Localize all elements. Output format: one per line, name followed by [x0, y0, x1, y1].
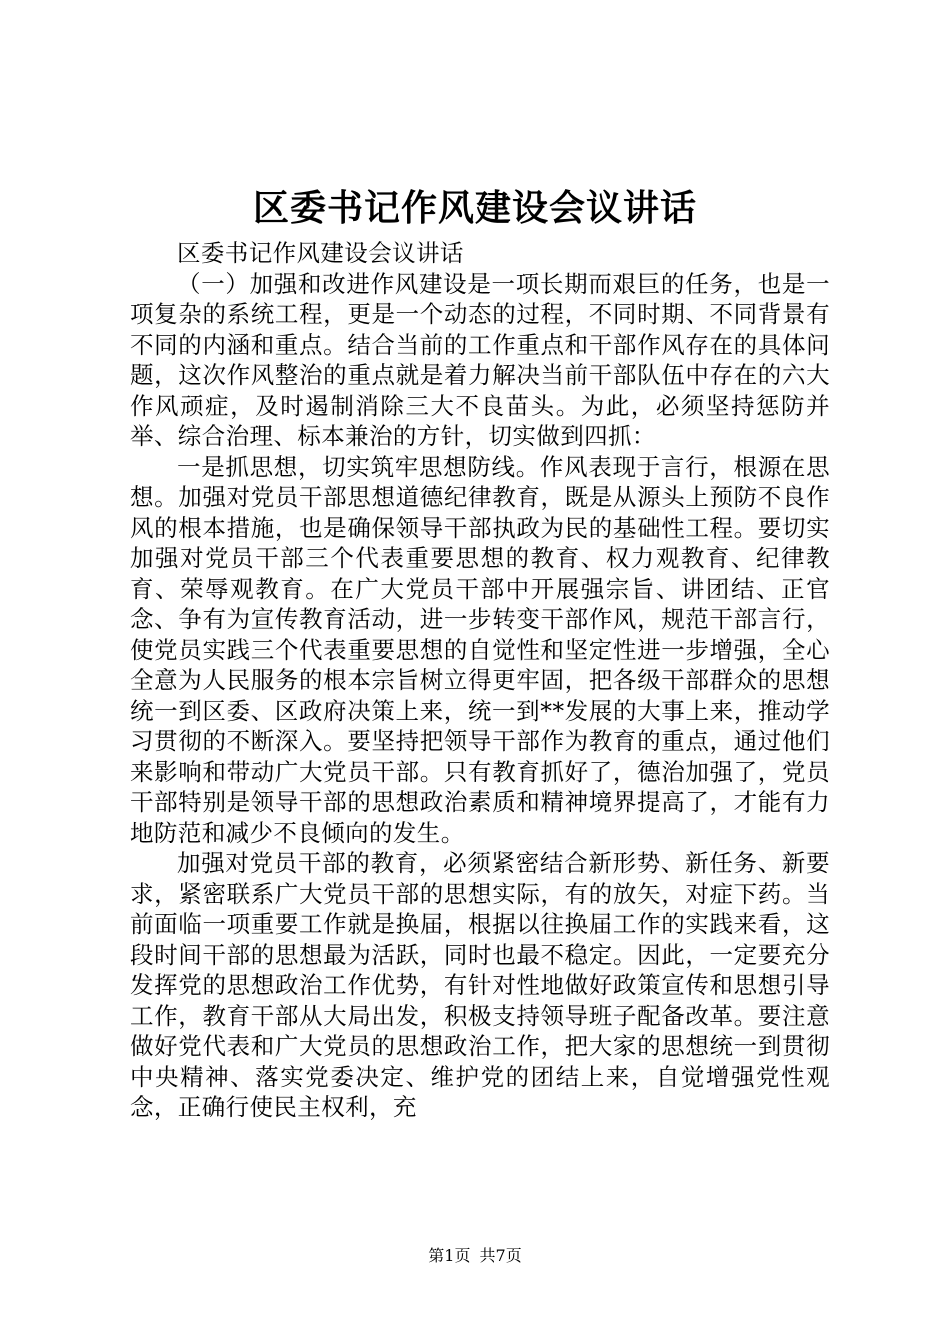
- body-paragraph: 加强对党员干部的教育，必须紧密结合新形势、新任务、新要求，紧密联系广大党员干部的思想实际，有的放矢，对症下药。当前面临一项重要工作就是换届，根据以往换届工作的实践来看，这段时间干部的思想最为活跃，同时也最不稳定。因此，一定要充分发挥党的思想政治工作优势，有针对性地做好政策宣传和思想引导工作，教育干部从大局出发，积极支持领导班子配备改革。要注意做好党代表和广大党员的思想政治工作，把大家的思想统一到贯彻中央精神、落实党委决定、维护党的团结上来，自觉增强党性观念，正确行使民主权利，充: [130, 849, 830, 1121]
- body-paragraph: 区委书记作风建设会议讲话: [177, 239, 464, 267]
- body-paragraph: （一）加强和改进作风建设是一项长期而艰巨的任务，也是一项复杂的系统工程，更是一个动态的过程，不同时期、不同背景有不同的内涵和重点。结合当前的工作重点和干部作风存在的具体问题，这次作风整治的重点就是着力解决当前干部队伍中存在的六大作风顽症，及时遏制消除三大不良苗头。为此，必须坚持惩防并举、综合治理、标本兼治的方针，切实做到四抓：: [130, 269, 830, 450]
- body-paragraph: 一是抓思想，切实筑牢思想防线。作风表现于言行，根源在思想。加强对党员干部思想道德纪律教育，既是从源头上预防不良作风的根本措施，也是确保领导干部执政为民的基础性工程。要切实加强对党员干部三个代表重要思想的教育、权力观教育、纪律教育、荣辱观教育。在广大党员干部中开展强宗旨、讲团结、正官念、争有为宣传教育活动，进一步转变干部作风，规范干部言行，使党员实践三个代表重要思想的自觉性和坚定性进一步增强，全心全意为人民服务的根本宗旨树立得更牢固，把各级干部群众的思想统一到区委、区政府决策上来，统一到**发展的大事上来，推动学习贯彻的不断深入。要坚持把领导干部作为教育的重点，通过他们来影响和带动广大党员干部。只有教育抓好了，德治加强了，党员干部特别是领导干部的思想政治素质和精神境界提高了，才能有力地防范和减少不良倾向的发生。: [130, 452, 830, 847]
- page-footer: [0, 1244, 950, 1268]
- document-title: 区委书记作风建设会议讲话: [252, 187, 697, 229]
- document-body: [130, 238, 830, 1123]
- page-number: 第1页: [428, 1246, 471, 1265]
- page-total: 共7页: [479, 1246, 522, 1265]
